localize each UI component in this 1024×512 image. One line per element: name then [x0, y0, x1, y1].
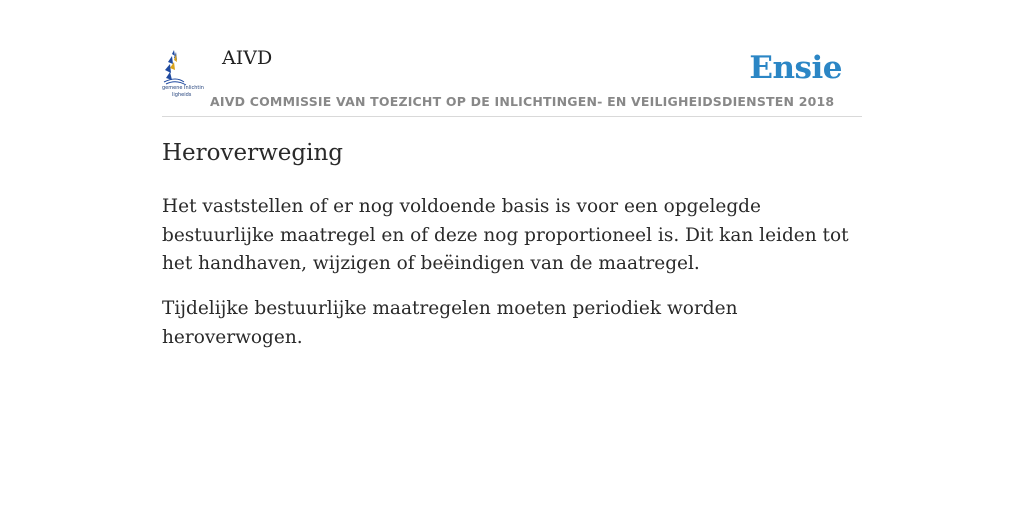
logo-caption: [162, 85, 208, 99]
organization-name[interactable]: AIVD: [222, 47, 273, 69]
brand-logo[interactable]: Ensie: [749, 50, 842, 86]
logo-caption-line-2: ligheids: [172, 92, 192, 98]
aivd-emblem-icon[interactable]: [162, 48, 208, 96]
header: [162, 44, 862, 117]
entry-term: Heroverweging: [162, 140, 344, 166]
source-subtitle[interactable]: AIVD COMMISSIE VAN TOEZICHT OP DE INLICHTINGEN- EN VEILIGHEIDSDIENSTEN 2018: [210, 94, 835, 109]
logo-caption-line-1: gemene Inlichtin: [162, 85, 204, 91]
entry-definition: Het vaststellen of er nog voldoende basis is voor een opgelegde bestuurlijke maatregel en of deze nog proportioneel is. Dit kan leiden tot het handhaven, wijzigen of beëindigen van de maatregel.: [162, 196, 849, 274]
entry-note: Tijdelijke bestuurlijke maatregelen moeten periodiek worden heroverwogen.: [162, 298, 738, 348]
